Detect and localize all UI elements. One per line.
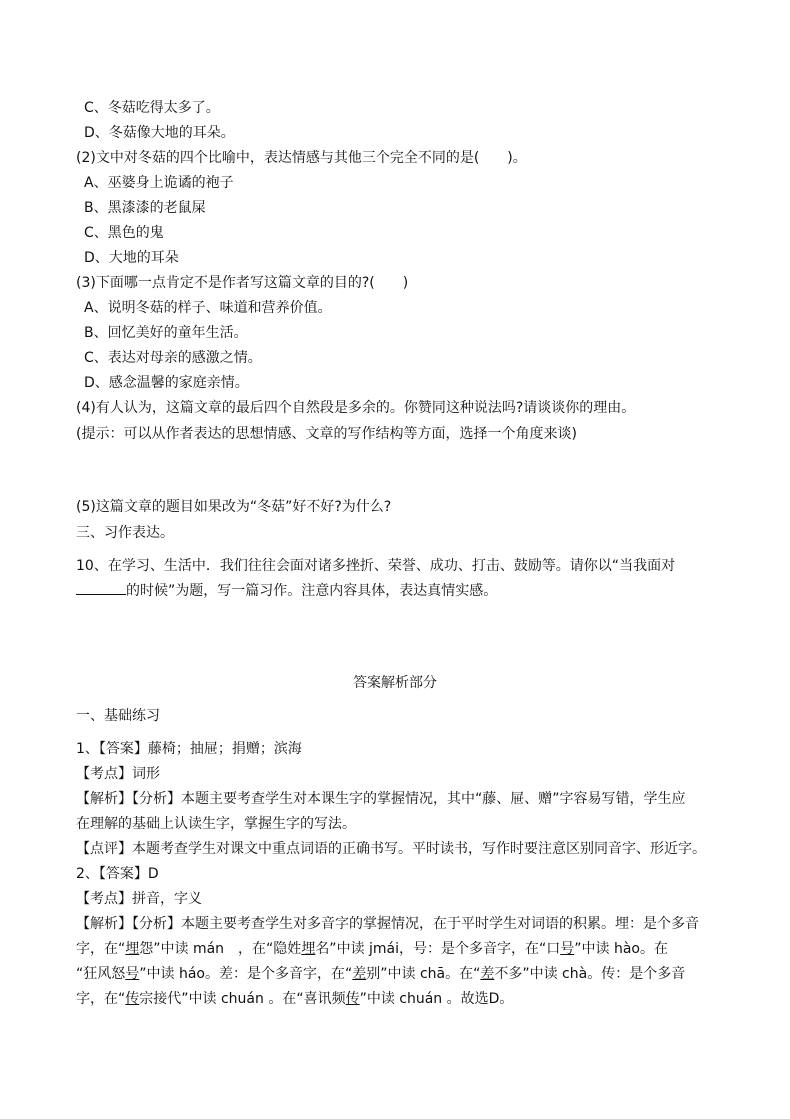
a1-point: 【考点】词形: [76, 766, 160, 782]
q10-line1: 10、在学习、生活中．我们往往会面对诸多挫折、荣誉、成功、打击、鼓励等。请你以“当我面对: [76, 558, 676, 574]
q3-option-b: B、回忆美好的童年生活。: [84, 325, 248, 341]
q3-stem: (3)下面哪一点肯定不是作者写这篇文章的目的?( ): [76, 275, 409, 291]
q2-option-b: B、黑漆漆的老鼠屎: [84, 200, 206, 216]
q4-hint: (提示：可以从作者表达的思想情感、文章的写作结构等方面，选择一个角度来谈): [76, 426, 577, 442]
underlined-char: 号: [560, 941, 575, 957]
q5-stem: (5)这篇文章的题目如果改为“冬菇”好不好?为什么?: [76, 499, 392, 515]
underlined-char: 传: [125, 991, 140, 1007]
a2-answer: 2、【答案】D: [76, 866, 159, 882]
a1-analysis-line2: 在理解的基础上认读生字，掌握生字的写法。: [76, 816, 356, 832]
underlined-char: 传: [345, 991, 360, 1007]
q3-option-a: A、说明冬菇的样子、味道和营养价值。: [84, 300, 332, 316]
a2-analysis-line4: 字，在“传宗接代”中读 chuán 。在“喜讯频传”中读 chuán 。故选D。: [76, 991, 514, 1007]
q2-option-c: C、黑色的鬼: [84, 225, 164, 241]
underlined-char: 号: [125, 966, 140, 982]
q2-option-d: D、大地的耳朵: [84, 250, 179, 266]
q4-stem: (4)有人认为，这篇文章的最后四个自然段是多余的。你赞同这种说法吗?请谈谈你的理由。: [76, 400, 636, 416]
q2-stem: (2)文中对冬菇的四个比喻中，表达情感与其他三个完全不同的是( )。: [76, 150, 527, 166]
q1-option-d: D、冬菇像大地的耳朵。: [84, 125, 235, 141]
q3-option-d: D、感念温馨的家庭亲情。: [84, 375, 249, 391]
a1-comment: 【点评】本题考查学生对课文中重点词语的正确书写。平时读书，写作时要注意区别同音字、形近字。: [76, 841, 706, 857]
fill-in-blank: [76, 581, 126, 595]
a1-answer: 1、【答案】藤椅；抽屉；捐赠；滨海: [76, 741, 302, 757]
answers-title: 答案解析部分: [353, 675, 437, 691]
q2-option-a: A、巫婆身上诡谲的袍子: [84, 175, 234, 191]
a1-analysis-line1: 【解析】【分析】本题主要考查学生对本课生字的掌握情况，其中“藤、屉、赠”字容易写错，学生应: [76, 791, 686, 807]
underlined-char: 差: [480, 966, 495, 982]
q1-option-c: C、冬菇吃得太多了。: [84, 100, 220, 116]
a2-analysis-line3: “狂风怒号”中读 háo。差：是个多音字，在“差别”中读 chā。在“差不多”中读 chà。传：是个多音: [76, 966, 686, 982]
a2-point: 【考点】拼音，字义: [76, 891, 202, 907]
underlined-char: 埋: [125, 941, 140, 957]
underlined-char: 差: [352, 966, 367, 982]
q10-line2-text: 的时候”为题，写一篇习作。注意内容具体，表达真情实感。: [126, 583, 498, 599]
section3-heading: 三、习作表达。: [76, 525, 174, 541]
a2-analysis-line2: 字，在“埋怨”中读 mán ，在“隐姓埋名”中读 jmái，号：是个多音字，在“口号”中读 hào。在: [76, 941, 668, 957]
a2-analysis-line1: 【解析】【分析】本题主要考查学生对多音字的掌握情况，在于平时学生对词语的积累。埋：是个多音: [76, 916, 699, 932]
q3-option-c: C、表达对母亲的感激之情。: [84, 350, 262, 366]
underlined-char: 埋: [301, 941, 316, 957]
q10-line2: [76, 581, 497, 601]
answers-section1: 一、基础练习: [76, 708, 160, 724]
